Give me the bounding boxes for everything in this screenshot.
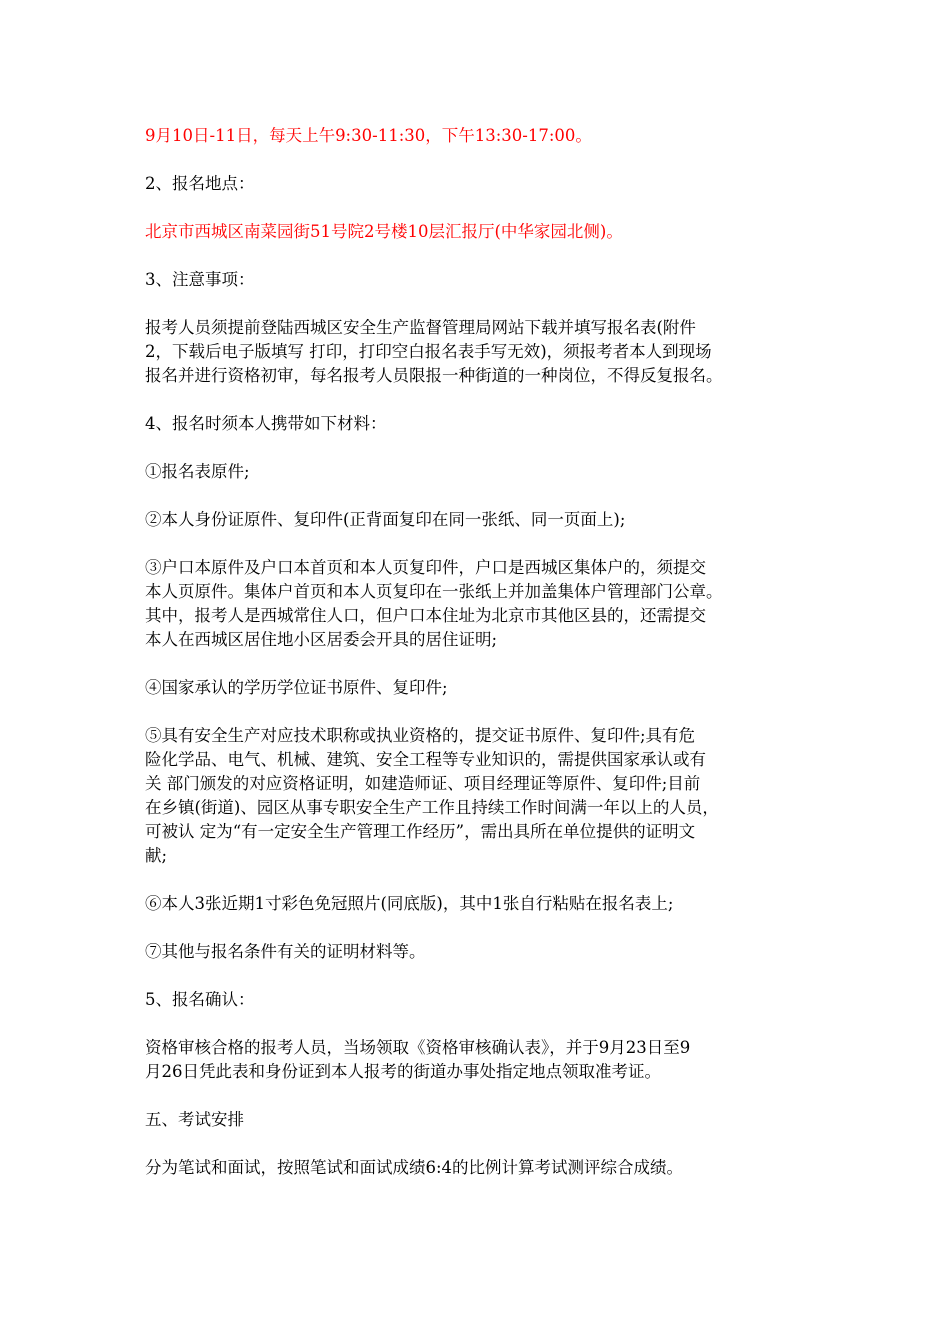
text-line: 其中，报考人是西城常住人口，但户口本住址为北京市其他区县的，还需提交 xyxy=(145,606,706,625)
text-line: 本人页原件。集体户首页和本人页复印在一张纸上并加盖集体户管理部门公章。 xyxy=(145,582,723,601)
document-page xyxy=(145,124,810,1204)
material-item-4: ④国家承认的学历学位证书原件、复印件; xyxy=(145,678,448,697)
text-line: 月26日凭此表和身份证到本人报考的街道办事处指定地点领取准考证。 xyxy=(145,1062,661,1081)
notes-paragraph xyxy=(145,316,810,388)
text-line: ③户口本原件及户口本首页和本人页复印件，户口是西城区集体户的，须提交 xyxy=(145,558,706,577)
text-line: 关 部门颁发的对应资格证明，如建造师证、项目经理证等原件、复印件;目前 xyxy=(145,774,701,793)
text-line: 2，下载后电子版填写 打印，打印空白报名表手写无效)，须报考者本人到现场 xyxy=(145,342,712,361)
registration-address: 北京市西城区南菜园街51号院2号楼10层汇报厅(中华家园北侧)。 xyxy=(145,222,623,241)
text-line: 本人在西城区居住地小区居委会开具的居住证明; xyxy=(145,630,498,649)
material-item-6: ⑥本人3张近期1寸彩色免冠照片(同底版)，其中1张自行粘贴在报名表上; xyxy=(145,894,674,913)
text-line: 献; xyxy=(145,846,168,865)
registration-time: 9月10日-11日，每天上午9:30-11:30，下午13:30-17:00。 xyxy=(145,126,592,145)
material-item-3 xyxy=(145,556,810,652)
text-line: 报名并进行资格初审，每名报考人员限报一种街道的一种岗位，不得反复报名。 xyxy=(145,366,723,385)
text-line: 险化学品、电气、机械、建筑、安全工程等专业知识的，需提供国家承认或有 xyxy=(145,750,706,769)
heading-exam-arrangement: 五、考试安排 xyxy=(145,1110,244,1129)
material-item-5 xyxy=(145,724,810,868)
material-item-1: ①报名表原件; xyxy=(145,462,250,481)
confirmation-paragraph xyxy=(145,1036,810,1084)
material-item-7: ⑦其他与报名条件有关的证明材料等。 xyxy=(145,942,426,961)
heading-materials: 4、报名时须本人携带如下材料： xyxy=(145,414,387,433)
text-line: 在乡镇(街道)、园区从事专职安全生产工作且持续工作时间满一年以上的人员， xyxy=(145,798,719,817)
text-line: 资格审核合格的报考人员，当场领取《资格审核确认表》，并于9月23日至9 xyxy=(145,1038,691,1057)
text-line: 报考人员须提前登陆西城区安全生产监督管理局网站下载并填写报名表(附件 xyxy=(145,318,696,337)
exam-arrangement-paragraph: 分为笔试和面试，按照笔试和面试成绩6:4的比例计算考试测评综合成绩。 xyxy=(145,1158,684,1177)
heading-registration-location: 2、报名地点： xyxy=(145,174,255,193)
material-item-2: ②本人身份证原件、复印件(正背面复印在同一张纸、同一页面上); xyxy=(145,510,626,529)
heading-notes: 3、注意事项： xyxy=(145,270,255,289)
text-line: 可被认 定为“有一定安全生产管理工作经历”，需出具所在单位提供的证明文 xyxy=(145,822,696,841)
heading-confirmation: 5、报名确认： xyxy=(145,990,255,1009)
text-line: ⑤具有安全生产对应技术职称或执业资格的，提交证书原件、复印件;具有危 xyxy=(145,726,696,745)
